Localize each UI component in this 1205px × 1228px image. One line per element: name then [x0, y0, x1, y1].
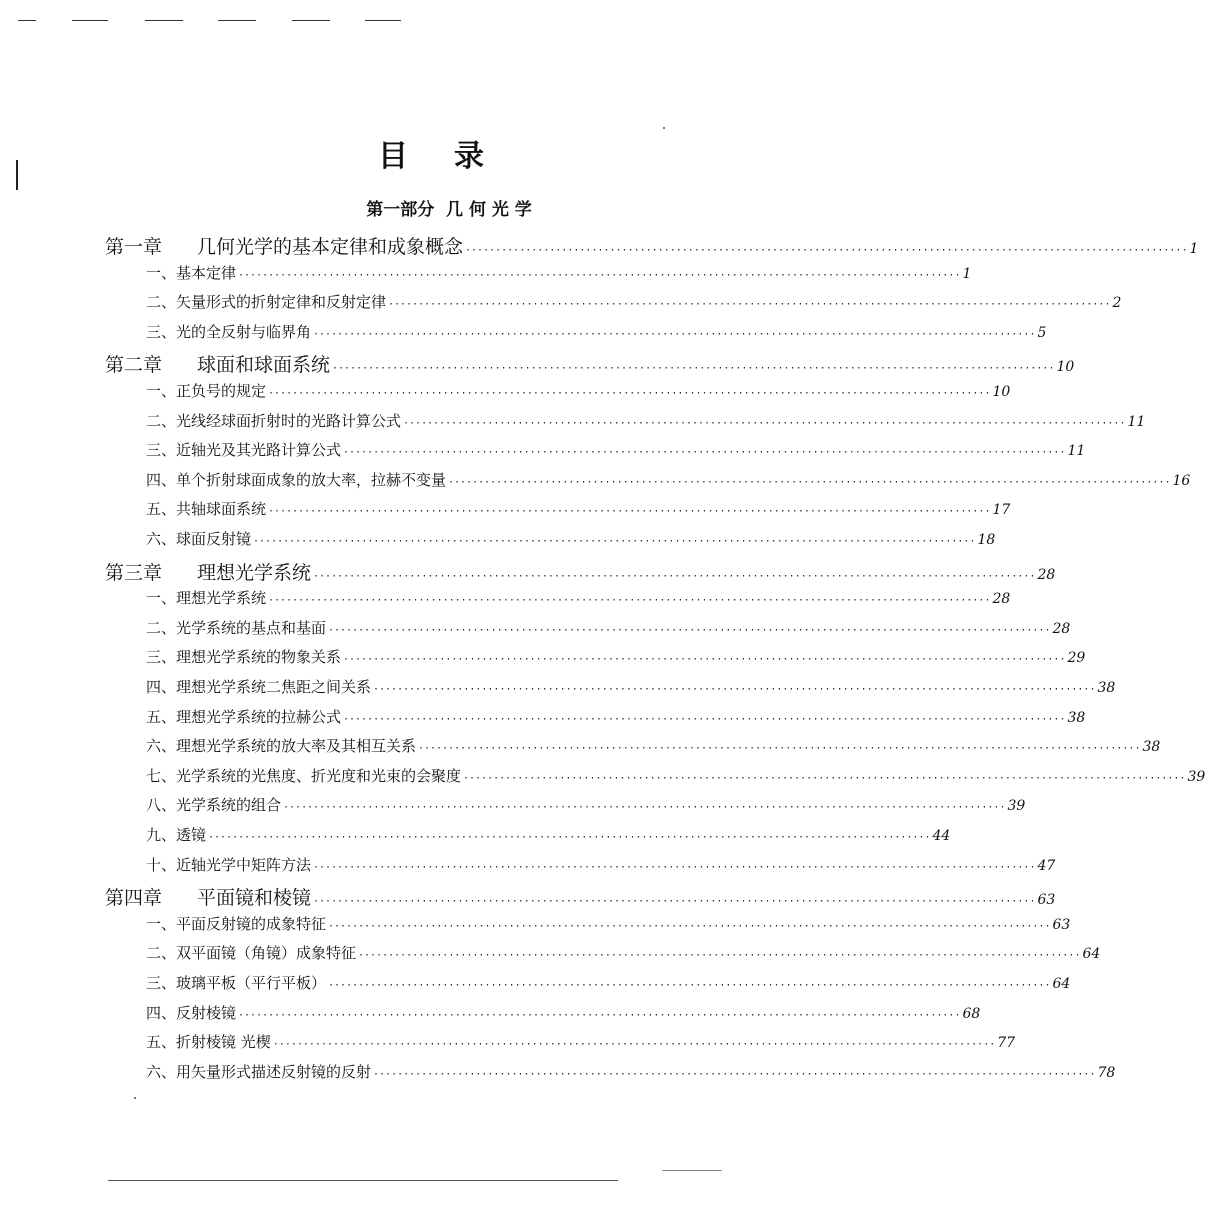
- toc-dot-leader: ························································································································: [268, 506, 991, 518]
- toc-section-row: [146, 676, 1116, 697]
- toc-chapter-title: 几何光学的基本定律和成象概念: [197, 236, 464, 258]
- toc-section-title: 三、近轴光及其光路计算公式: [146, 441, 342, 460]
- toc-section-title: 八、光学系统的组合: [146, 796, 282, 815]
- toc-chapter-label: [105, 350, 330, 377]
- toc-chapter-number: 第四章: [105, 887, 163, 910]
- toc-page-number: 63: [1052, 916, 1071, 933]
- toc-page-number: 10: [992, 384, 1011, 400]
- scan-artifact-dash: [145, 20, 183, 21]
- scan-artifact-dash: [292, 20, 330, 21]
- toc-section-row: [146, 617, 1071, 638]
- toc-section-row: [146, 824, 951, 845]
- toc-dot-leader: ························································································································: [313, 570, 1036, 582]
- toc-section-row: [146, 972, 1071, 993]
- toc-section-title: 三、理想光学系统的物象关系: [146, 648, 342, 667]
- toc-section-title: 二、矢量形式的折射定律和反射定律: [146, 293, 387, 312]
- toc-dot-leader: ························································································································: [328, 920, 1051, 932]
- toc-chapter-title: 理想光学系统: [197, 561, 312, 584]
- toc-dot-leader: ························································································································: [373, 684, 1096, 695]
- toc-dot-leader: ························································································································: [283, 802, 1006, 814]
- toc-section-title: 五、共轴球面系统: [146, 500, 267, 519]
- toc-section-title: 十、近轴光学中矩阵方法: [146, 855, 312, 874]
- part-heading: 第一部分 几 何 光 学: [366, 200, 532, 220]
- scan-artifact-dash: [218, 20, 256, 21]
- toc-chapter-row: [105, 232, 1199, 259]
- toc-section-title: 五、理想光学系统的拉赫公式: [146, 707, 342, 726]
- toc-section-row: [146, 291, 1122, 312]
- page-title: 目录: [378, 139, 530, 174]
- toc-page-number: 38: [1067, 709, 1086, 726]
- toc-dot-leader: ························································································································: [328, 624, 1051, 636]
- toc-page-number: 29: [1067, 650, 1086, 667]
- toc-section-title: 九、透镜: [146, 826, 207, 844]
- toc-dot-leader: ························································································································: [313, 328, 1036, 340]
- toc-chapter-title: 球面和球面系统: [197, 354, 331, 377]
- toc-section-row: [146, 1061, 1116, 1082]
- toc-chapter-row: [105, 350, 1075, 377]
- toc-section-title: 四、理想光学系统二焦距之间关系: [146, 678, 372, 696]
- toc-page-number: 10: [1056, 359, 1075, 376]
- toc-section-title: 二、光线经球面折射时的光路计算公式: [146, 411, 402, 430]
- scan-artifact-dash: [72, 20, 108, 21]
- scan-artifact-dash: [18, 20, 36, 21]
- toc-page-number: 39: [1187, 768, 1205, 785]
- toc-dot-leader: ························································································································: [328, 980, 1051, 991]
- toc-chapter-row: [105, 558, 1056, 585]
- scan-artifact-dot: [663, 127, 665, 129]
- toc-section-row: [146, 942, 1101, 963]
- toc-dot-leader: ························································································································: [403, 417, 1126, 429]
- toc-page-number: 18: [977, 532, 996, 548]
- toc-page-number: 39: [1007, 798, 1026, 815]
- toc-chapter-number: 第二章: [105, 354, 163, 377]
- scan-artifact-dot: [134, 1097, 136, 1099]
- toc-page-number: 16: [1172, 472, 1191, 489]
- toc-dot-leader: ························································································································: [253, 536, 976, 547]
- toc-dot-leader: ························································································································: [463, 772, 1186, 784]
- toc-dot-leader: ························································································································: [448, 476, 1171, 488]
- toc-dot-leader: ························································································································: [208, 832, 931, 843]
- toc-section-title: 一、正负号的规定: [146, 382, 267, 400]
- toc-page-number: 38: [1142, 739, 1161, 756]
- toc-dot-leader: ························································································································: [373, 1068, 1096, 1080]
- toc-section-row: [146, 765, 1205, 786]
- toc-page-number: 77: [997, 1035, 1016, 1052]
- toc-section-row: [146, 1031, 1016, 1052]
- toc-dot-leader: ························································································································: [358, 950, 1081, 962]
- toc-section-title: 一、平面反射镜的成象特征: [146, 914, 327, 933]
- toc-dot-leader: ························································································································: [272, 1039, 996, 1051]
- toc-section-row: [146, 735, 1161, 756]
- toc-section-title: 二、双平面镜（角镜）成象特征: [146, 944, 357, 963]
- toc-page-number: 28: [992, 591, 1011, 608]
- toc-dot-leader: ························································································································: [418, 743, 1141, 755]
- toc-section-row: [146, 469, 1191, 490]
- toc-chapter-label: [105, 558, 311, 585]
- toc-section-title: 四、单个折射球面成象的放大率，拉赫不变量: [146, 470, 447, 489]
- toc-dot-leader: ························································································································: [388, 299, 1111, 311]
- toc-section-title: 六、用矢量形式描述反射镜的反射: [146, 1062, 372, 1081]
- toc-dot-leader: ························································································································: [343, 713, 1066, 725]
- toc-page-number: 63: [1037, 892, 1056, 909]
- toc-section-row: [146, 1002, 981, 1023]
- toc-section-title: 一、理想光学系统: [146, 589, 267, 608]
- toc-section-row: [146, 498, 1011, 519]
- toc-dot-leader: ························································································································: [313, 861, 1036, 873]
- toc-page-number: 44: [932, 828, 951, 844]
- toc-dot-leader: ························································································································: [343, 654, 1066, 666]
- toc-page-number: 17: [992, 502, 1011, 519]
- toc-section-row: [146, 410, 1146, 431]
- toc-page-number: 2: [1112, 295, 1122, 312]
- toc-section-row: [146, 587, 1011, 608]
- toc-dot-leader: ························································································································: [332, 363, 1055, 375]
- toc-section-title: 三、玻璃平板（平行平板）: [146, 974, 327, 992]
- scan-artifact-bottom-rule: [108, 1180, 618, 1181]
- toc-section-row: [146, 706, 1086, 727]
- toc-chapter-label: [105, 232, 463, 259]
- toc-chapter-number: 第一章: [105, 236, 163, 258]
- toc-page-number: 1: [962, 265, 972, 282]
- toc-section-title: 一、基本定律: [146, 263, 237, 282]
- scan-artifact-dash: [365, 20, 401, 21]
- toc-chapter-title: 平面镜和棱镜: [197, 887, 312, 910]
- toc-section-row: [146, 528, 996, 549]
- toc-page-number: 28: [1052, 620, 1071, 637]
- toc-section-title: 三、光的全反射与临界角: [146, 322, 312, 341]
- toc-dot-leader: ························································································································: [465, 245, 1188, 256]
- toc-page-number: 64: [1052, 976, 1071, 992]
- toc-section-row: [146, 321, 1047, 342]
- toc-page-number: 47: [1037, 857, 1056, 874]
- toc-section-row: [146, 646, 1086, 667]
- scan-artifact-bottom-rule: [662, 1170, 722, 1171]
- toc-chapter-number: 第三章: [105, 561, 163, 584]
- toc-dot-leader: ························································································································: [238, 1009, 961, 1021]
- toc-dot-leader: ························································································································: [238, 269, 961, 281]
- toc-section-title: 五、折射棱镜 光楔: [146, 1033, 271, 1052]
- toc-section-title: 七、光学系统的光焦度、折光度和光束的会聚度: [146, 766, 462, 785]
- toc-section-row: [146, 913, 1071, 934]
- toc-section-row: [146, 439, 1086, 460]
- toc-section-title: 六、理想光学系统的放大率及其相互关系: [146, 737, 417, 756]
- toc-section-title: 二、光学系统的基点和基面: [146, 618, 327, 637]
- toc-section-row: [146, 854, 1056, 875]
- toc-dot-leader: ························································································································: [343, 447, 1066, 459]
- toc-chapter-label: [105, 883, 311, 910]
- toc-page-number: 64: [1082, 946, 1101, 963]
- toc-page-number: 11: [1067, 443, 1086, 460]
- toc-section-row: [146, 794, 1026, 815]
- toc-section-title: 四、反射棱镜: [146, 1003, 237, 1022]
- toc-page-number: 28: [1037, 566, 1056, 583]
- toc-section-title: 六、球面反射镜: [146, 530, 252, 548]
- toc-section-row: [146, 262, 972, 283]
- toc-section-row: [146, 380, 1011, 401]
- toc-dot-leader: ························································································································: [268, 595, 991, 607]
- toc-page-number: 11: [1127, 413, 1146, 430]
- toc-page-number: 5: [1037, 324, 1047, 341]
- toc-dot-leader: ························································································································: [313, 896, 1036, 908]
- toc-chapter-row: [105, 883, 1056, 910]
- toc-page-number: 78: [1097, 1064, 1116, 1081]
- toc-page-number: 68: [962, 1005, 981, 1022]
- toc-page-number: 38: [1097, 680, 1116, 696]
- toc-page-number: 1: [1189, 241, 1199, 257]
- toc-dot-leader: ························································································································: [268, 388, 991, 399]
